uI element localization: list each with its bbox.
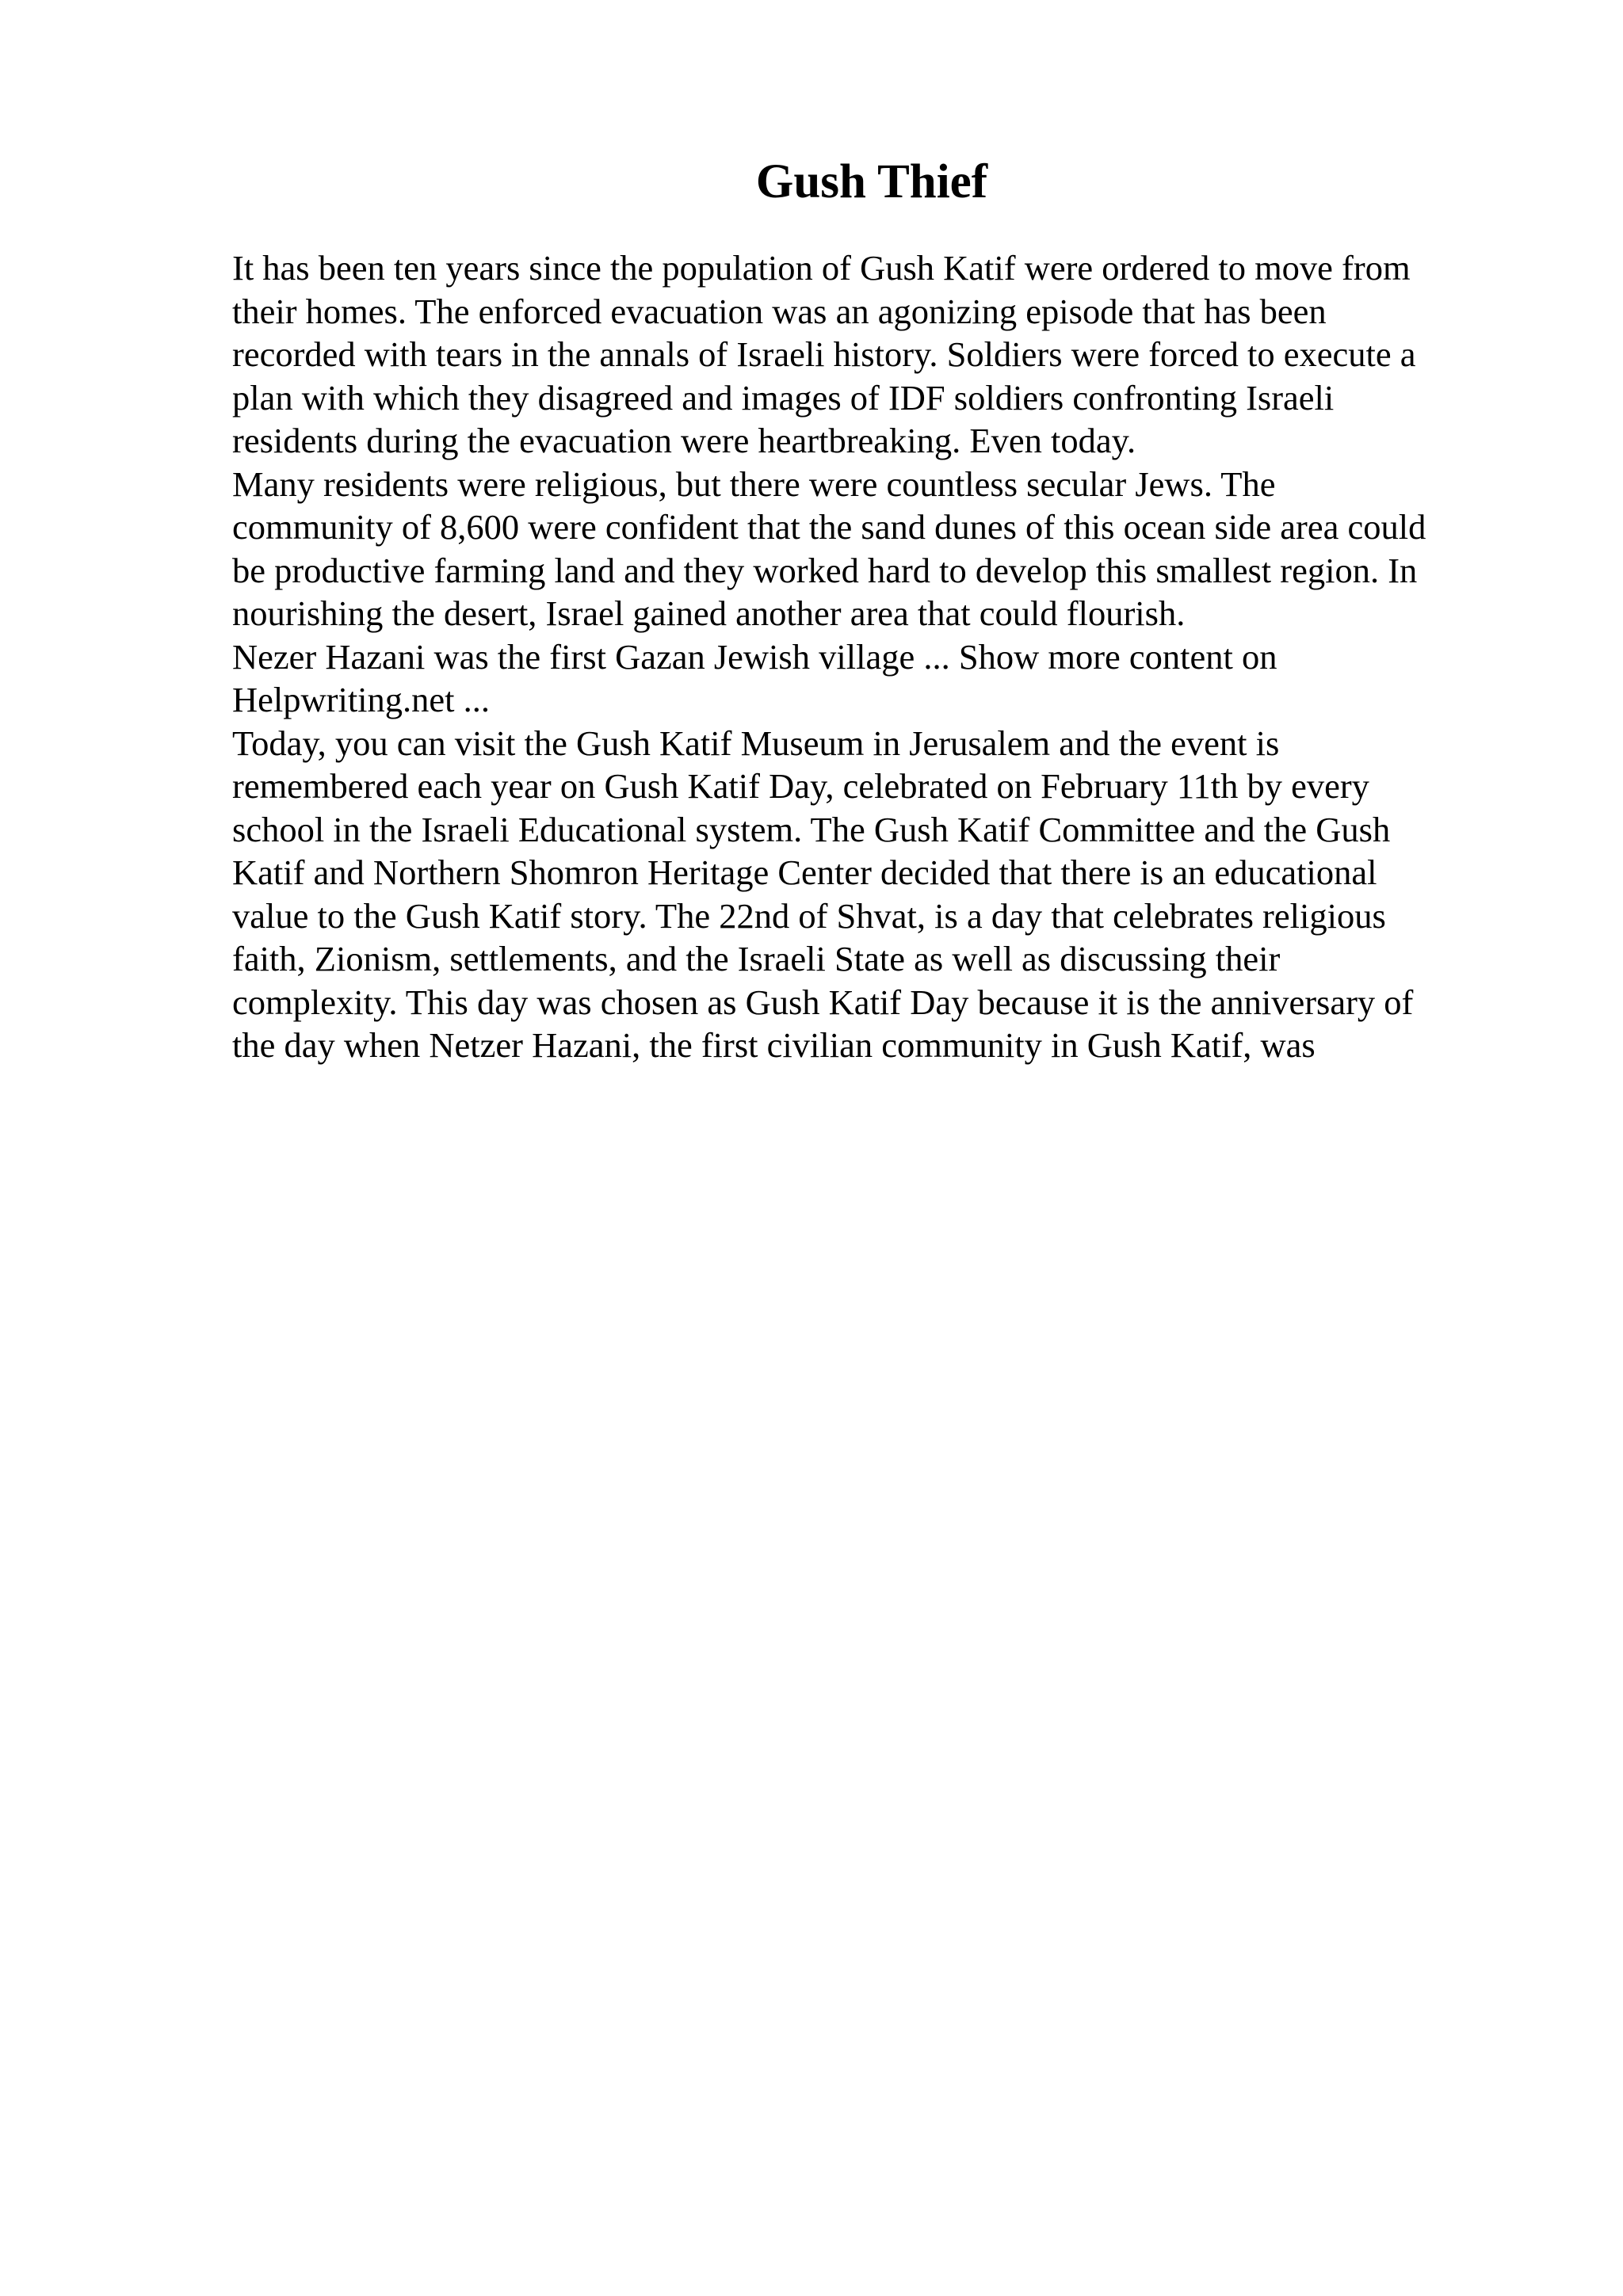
body-line: It has been ten years since the population of Gush Katif were ordered to move from	[232, 248, 1411, 288]
body-line: the day when Netzer Hazani, the first civilian community in Gush Katif, was	[232, 1025, 1316, 1065]
body-line: complexity. This day was chosen as Gush Katif Day because it is the anniversary of	[232, 982, 1414, 1022]
body-line: be productive farming land and they worked hard to develop this smallest region. In	[232, 550, 1418, 590]
body-line: nourishing the desert, Israel gained another area that could flourish.	[232, 593, 1186, 633]
body-line: community of 8,600 were confident that the sand dunes of this ocean side area could	[232, 507, 1426, 547]
body-line: value to the Gush Katif story. The 22nd of Shvat, is a day that celebrates religious	[232, 895, 1386, 936]
body-line: school in the Israeli Educational system. The Gush Katif Committee and the Gush	[232, 809, 1391, 849]
body-line: Many residents were religious, but there were countless secular Jews. The	[232, 463, 1276, 504]
body-line: Helpwriting.net ...	[232, 680, 491, 719]
document-title: Gush Thief	[755, 155, 988, 208]
body-line: Today, you can visit the Gush Katif Museum in Jerusalem and the event is	[232, 723, 1280, 763]
body-line: plan with which they disagreed and images of IDF soldiers confronting Israeli	[232, 377, 1335, 418]
body-line: their homes. The enforced evacuation was an agonizing episode that has been	[232, 291, 1327, 331]
body-line: remembered each year on Gush Katif Day, celebrated on February 11th by every	[232, 766, 1369, 806]
body-line: Nezer Hazani was the first Gazan Jewish village ... Show more content on	[232, 636, 1277, 677]
document-body	[232, 246, 1516, 1067]
body-line: faith, Zionism, settlements, and the Israeli State as well as discussing their	[232, 939, 1281, 978]
body-line: recorded with tears in the annals of Israeli history. Soldiers were forced to execute a	[232, 334, 1416, 374]
body-line: Katif and Northern Shomron Heritage Center decided that there is an educational	[232, 852, 1377, 892]
body-line: residents during the evacuation were heartbreaking. Even today.	[232, 421, 1136, 460]
